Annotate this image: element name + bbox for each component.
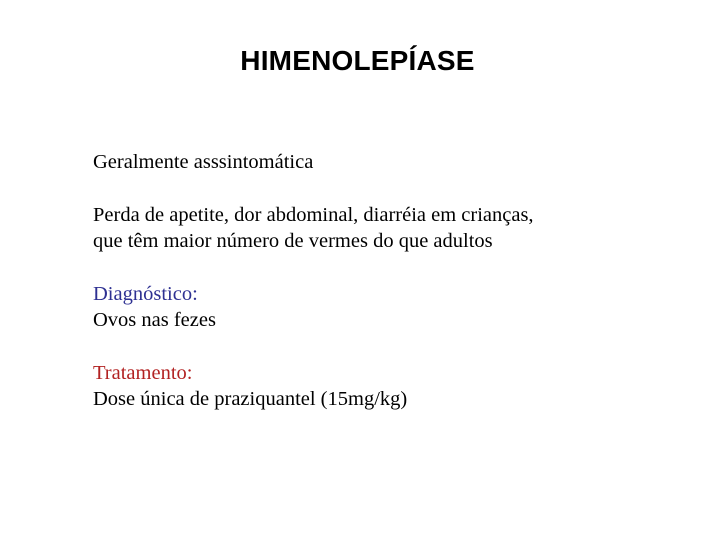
slide-title: HIMENOLEPÍASE (240, 45, 475, 76)
slide-body (93, 149, 693, 412)
symptoms-detail-line-1: Perda de apetite, dor abdominal, diarréia em crianças, (93, 204, 534, 226)
diagnostico-heading: Diagnóstico: (93, 283, 198, 305)
paragraph-symptoms-detail (93, 202, 693, 254)
diagnostico-text: Ovos nas fezes (93, 309, 216, 331)
tratamento-heading: Tratamento: (93, 362, 193, 384)
paragraph-symptoms-summary (93, 149, 693, 175)
symptoms-summary-text: Geralmente asssintomática (93, 151, 314, 173)
paragraph-tratamento (93, 360, 693, 412)
symptoms-detail-line-2: que têm maior número de vermes do que adultos (93, 230, 493, 252)
paragraph-diagnostico (93, 281, 693, 333)
tratamento-text: Dose única de praziquantel (15mg/kg) (93, 388, 408, 410)
